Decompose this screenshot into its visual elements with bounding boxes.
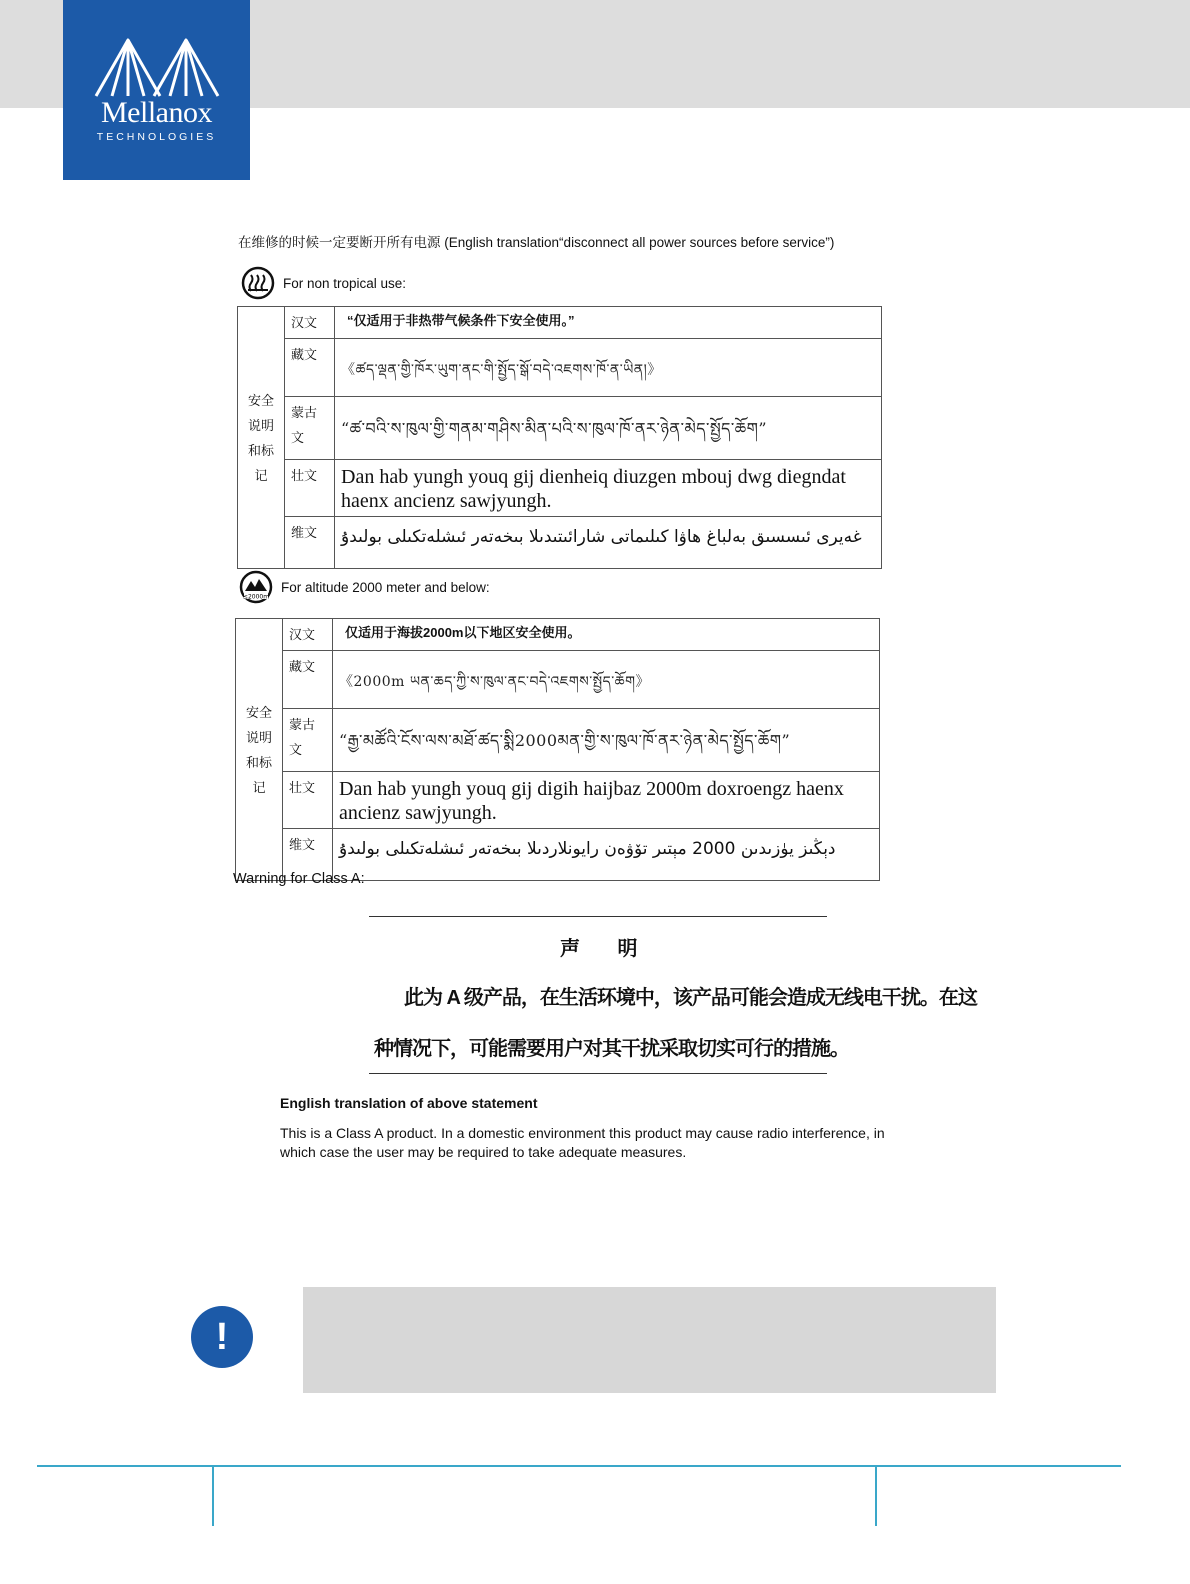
text-cell: Dan hab yungh youq gij dienheiq diuzgen mbouj dwg diegndat haenx ancienz sawjyungh.: [335, 460, 882, 517]
text-cell: 《ཚད་ལྡན་གྱི་ཁོར་ཡུག་ནང་གི་སྤྱོད་སྒོ་བདེ་འཇགས་ཁོ་ན་ཡིན།》: [335, 339, 882, 397]
altitude-icon: [239, 570, 273, 604]
lang-cell: 藏文: [283, 651, 333, 709]
tropical-label: For non tropical use:: [283, 275, 407, 291]
logo-wordmark: Mellanox: [101, 96, 212, 129]
lang-cell: 维文: [285, 517, 335, 569]
statement-title: 声 明: [560, 938, 654, 960]
text-cell: دېڭىز يۈزىدىن 2000 مېتىر تۆۋەن رايونلاردىلا بىخەتەر ئىشلەتكىلى بولىدۇ: [333, 829, 880, 881]
statement-line-1: 此为 A 级产品，在生活环境中，该产品可能会造成无线电干扰。在这: [404, 987, 977, 1009]
footer-divider-left: [212, 1466, 214, 1526]
service-note: 在维修的时候一定要断开所有电源 (English translation“disconnect all power sources before service”): [238, 235, 835, 250]
lang-cell: 壮文: [285, 460, 335, 517]
lang-cell: 汉文: [283, 619, 333, 651]
text-cell: “རྒྱ་མཚོའི་ངོས་ལས་མཐོ་ཚད་སྨི2000མན་གྱི་ས་ཁུལ་ཁོ་ནར་ཉེན་མེད་སྤྱོད་ཆོག”: [333, 709, 880, 772]
safety-label-cell: 安全 说明 和标 记: [236, 619, 283, 881]
text-cell: 《2000m ཡན་ཆད་ཀྱི་ས་ཁུལ་ནང་བདེ་འཇགས་སྤྱོད་ཆོག》: [333, 651, 880, 709]
tropical-table: [237, 306, 882, 569]
translation-heading: English translation of above statement: [280, 1095, 538, 1111]
lang-cell: 蒙古文: [283, 709, 333, 772]
class-a-warning: Warning for Class A:: [233, 871, 365, 887]
note-box: [303, 1287, 996, 1393]
footer-divider-right: [875, 1466, 877, 1526]
text-cell: “仅适用于非热带气候条件下安全使用。”: [335, 307, 882, 339]
bridge-logo-icon: [90, 34, 224, 98]
footer-rule: [37, 1465, 1121, 1467]
altitude-heading: [239, 570, 490, 604]
lang-cell: 壮文: [283, 772, 333, 829]
altitude-label: For altitude 2000 meter and below:: [281, 579, 490, 595]
lang-cell: 蒙古文: [285, 397, 335, 460]
text-cell: 仅适用于海拔2000m以下地区安全使用。: [333, 619, 880, 651]
tropical-heading: [241, 266, 406, 300]
altitude-table: [235, 618, 880, 881]
non-tropical-icon: [241, 266, 275, 300]
lang-cell: 汉文: [285, 307, 335, 339]
statement-rule-bottom: [369, 1073, 827, 1074]
safety-label-cell: 安全 说明 和标 记: [238, 307, 285, 569]
lang-cell: 维文: [283, 829, 333, 881]
statement-rule-top: [369, 916, 827, 917]
statement-line-2: 种情况下，可能需要用户对其干扰采取切实可行的措施。: [374, 1038, 849, 1060]
logo-subtitle: TECHNOLOGIES: [96, 131, 217, 143]
text-cell: غەيرى ئىسسىق بەلباغ ھاۋا كىلىماتى شارائىتىدىلا بىخەتەر ئىشلەتكىلى بولىدۇ: [335, 517, 882, 569]
mellanox-logo: [63, 0, 250, 180]
lang-cell: 藏文: [285, 339, 335, 397]
text-cell: “ཚ་བའི་ས་ཁུལ་གྱི་གནམ་གཤིས་མིན་པའི་ས་ཁུལ་ཁོ་ནར་ཉེན་མེད་སྤྱོད་ཆོག”: [335, 397, 882, 460]
altitude-icon-text: ≤2000m: [242, 593, 270, 601]
warning-icon: !: [191, 1306, 253, 1368]
text-cell: Dan hab yungh youq gij digih haijbaz 2000m doxroengz haenx ancienz sawjyungh.: [333, 772, 880, 829]
translation-text: This is a Class A product. In a domestic environment this product may cause radio interference, in which case the user may be required to take adequate measures.: [280, 1125, 885, 1160]
